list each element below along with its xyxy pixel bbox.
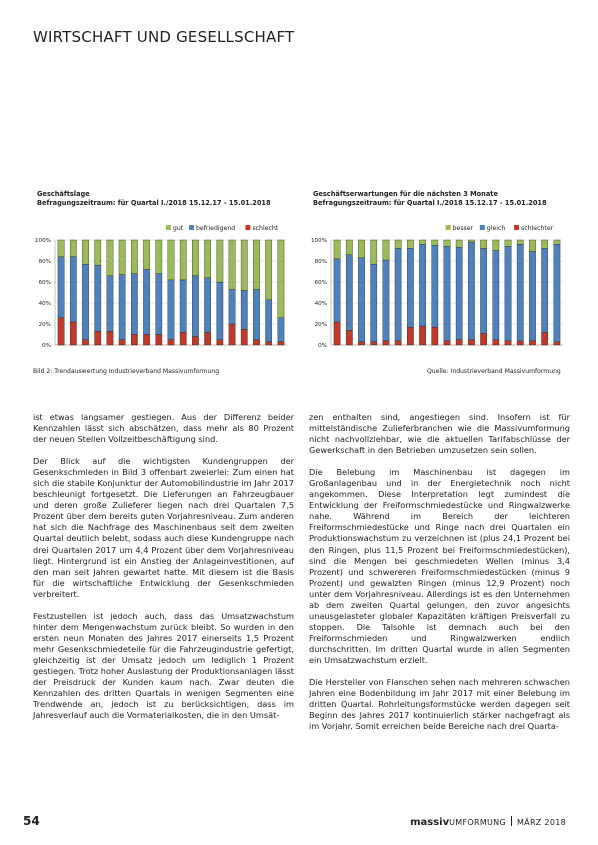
bar-segment-besser: [480, 240, 486, 248]
bar-segment-gut: [58, 240, 64, 257]
legend: [446, 225, 554, 232]
bar-segment-schlechter: [444, 341, 450, 345]
bar-segment-befriedigend: [278, 318, 284, 342]
bar-segment-gut: [107, 240, 113, 276]
y-tick-label: 60%: [314, 280, 327, 286]
bar-segment-besser: [505, 240, 511, 246]
issue-date: MÄRZ 2018: [516, 818, 566, 827]
bar-segment-besser: [444, 240, 450, 246]
chart-title: Geschäftslage: [37, 190, 90, 198]
bar-segment-gleich: [505, 246, 511, 340]
bar-segment-gut: [266, 240, 272, 300]
bar-segment-gleich: [456, 247, 462, 339]
bar-segment-befriedigend: [95, 265, 101, 331]
bar-segment-befriedigend: [168, 280, 174, 340]
y-tick-label: 0%: [42, 343, 51, 349]
bar-segment-besser: [395, 240, 401, 248]
bar-segment-schlechter: [505, 341, 511, 345]
bar-segment-besser: [358, 240, 364, 258]
section-title: WIRTSCHAFT UND GESELLSCHAFT: [33, 28, 295, 46]
bar-segment-besser: [407, 240, 413, 248]
bar-segment-gut: [278, 240, 284, 318]
bar-segment-gut: [241, 240, 247, 290]
paragraph: ist etwas langsamer gestiegen. Aus der Differenz beider Kennzahlen lässt sich abschätzen, dass mehr als 80 Prozent der neuen Stellen Vollzeitbeschäftigung sind.: [33, 412, 294, 445]
brand-name-rest: UMFORMUNG: [449, 818, 506, 827]
bar-segment-gleich: [432, 245, 438, 327]
bar-segment-schlecht: [278, 342, 284, 345]
bar-segment-besser: [346, 240, 352, 255]
y-tick-label: 80%: [314, 259, 327, 265]
paragraph: zen enthalten sind, angestiegen sind. Insofern ist für mittelständische Zulieferbranchen wie die Massivumformung nicht nachvollziehbar, wie die aktuellen Tarifabschlüsse der Gewerkschaft in den Betrieben umzusetzen sein sollen.: [309, 412, 570, 456]
bar-segment-gut: [143, 240, 149, 269]
bar-segment-schlechter: [456, 340, 462, 345]
bar-segment-schlecht: [229, 324, 235, 345]
bar-segment-schlecht: [156, 335, 162, 346]
legend: [166, 225, 279, 232]
legend-label: gleich: [486, 225, 506, 232]
bar-segment-befriedigend: [107, 276, 113, 332]
legend-label: besser: [452, 225, 474, 232]
brand-name-bold: massiv: [410, 817, 450, 828]
y-tick-label: 40%: [314, 301, 327, 307]
bar-segment-gleich: [480, 248, 486, 333]
bar-segment-gut: [192, 240, 198, 276]
bar-segment-schlecht: [131, 335, 137, 346]
bar-segment-schlecht: [204, 332, 210, 345]
bar-segment-schlechter: [542, 332, 548, 345]
chart-geschaeftserwartungen: [309, 188, 569, 358]
bar-segment-schlecht: [241, 329, 247, 345]
bar-segment-gleich: [371, 264, 377, 342]
bar-segment-besser: [554, 240, 560, 244]
legend-label: schlecht: [252, 225, 279, 232]
bar-segment-befriedigend: [204, 278, 210, 333]
bar-segment-schlecht: [58, 318, 64, 345]
footer-brand: [410, 816, 566, 828]
bar-segment-befriedigend: [82, 264, 88, 340]
bar-segment-besser: [529, 240, 535, 252]
bar-segment-befriedigend: [241, 290, 247, 329]
bar-segment-besser: [383, 240, 389, 260]
bar-segment-gleich: [358, 258, 364, 342]
bar-segment-schlechter: [517, 341, 523, 345]
bar-segment-gut: [70, 240, 76, 257]
bar-segment-schlecht: [95, 331, 101, 345]
bar-segment-besser: [517, 240, 523, 244]
bar-segment-schlecht: [217, 340, 223, 345]
legend-swatch: [166, 225, 171, 230]
bar-segment-gut: [82, 240, 88, 264]
bar-segment-schlechter: [432, 327, 438, 345]
bar-segment-befriedigend: [192, 276, 198, 337]
bar-segment-gleich: [395, 248, 401, 340]
y-tick-label: 80%: [38, 259, 51, 265]
text-column-right: [309, 412, 570, 743]
bar-segment-besser: [419, 240, 425, 244]
chart-subtitle: Befragungszeitraum: für Quartal I./2018 15.12.17 - 15.01.2018: [313, 199, 547, 207]
bar-segment-gleich: [529, 252, 535, 341]
bar-segment-befriedigend: [143, 269, 149, 334]
bar-segment-gleich: [493, 251, 499, 340]
bar-segment-schlechter: [493, 340, 499, 345]
bar-segment-gleich: [554, 244, 560, 342]
bar-segment-befriedigend: [70, 257, 76, 322]
y-tick-label: 20%: [314, 322, 327, 328]
page-number: 54: [23, 814, 40, 828]
y-tick-label: 60%: [38, 280, 51, 286]
bar-segment-besser: [468, 240, 474, 242]
bar-segment-befriedigend: [119, 275, 125, 340]
bar-segment-gut: [217, 240, 223, 282]
bar-segment-befriedigend: [156, 274, 162, 335]
y-tick-label: 100%: [35, 238, 51, 244]
bar-segment-schlecht: [266, 342, 272, 345]
bar-segment-gut: [204, 240, 210, 278]
bar-segment-gut: [229, 240, 235, 289]
bar-segment-gut: [95, 240, 101, 265]
bar-segment-schlechter: [468, 340, 474, 345]
bar-segment-schlechter: [419, 326, 425, 345]
chart-title: Geschäftserwartungen für die nächsten 3 Monate: [313, 190, 498, 198]
paragraph: Der Blick auf die wichtigsten Kundengruppen der Gesenkschmieden in Bild 3 offenbart zweierlei: Zum einen hat sich die stabile Konjunktur der Automobilindustrie im Jahr 2017 beschleunigt fortgesetzt. Die Lieferungen an Fahrzeugbauer und deren große Zulieferer liegen nach drei Quartalen 7,5 Prozent über dem bereits guten Vorjahresniveau. Zum anderen hat sich die Nachfrage des Maschinenbaus seit dem zweiten Quartal deutlich belebt, sodass auch diese Kundengruppe nach drei Quartalen 2017 um 4,4 Prozent über dem Vorjahresniveau liegt. Hintergrund ist ein Anstieg der Anlageinvestitionen, auf den man seit Jahren gewartet hatte. Mit diesem ist die Basis für die wirtschaftliche Entwicklung der Gesenkschmieden verbreitert.: [33, 456, 294, 599]
bar-segment-befriedigend: [229, 289, 235, 324]
bar-segment-befriedigend: [266, 300, 272, 342]
bar-segment-schlechter: [554, 342, 560, 345]
bar-segment-schlecht: [168, 340, 174, 345]
bar-segment-gleich: [542, 248, 548, 332]
bar-segment-schlechter: [346, 330, 352, 345]
bar-segment-gleich: [334, 259, 340, 322]
bar-segment-schlechter: [529, 341, 535, 345]
bar-segment-schlecht: [119, 340, 125, 345]
bar-segment-besser: [542, 240, 548, 248]
bar-segment-befriedigend: [180, 280, 186, 333]
bar-segment-gut: [156, 240, 162, 274]
bar-segment-befriedigend: [58, 257, 64, 318]
bar-segment-gut: [168, 240, 174, 280]
bar-segment-schlecht: [143, 335, 149, 346]
paragraph: Die Belebung im Maschinenbau ist dagegen im Großanlagenbau und in der Energietechnik noch nicht angekommen. Diese Interpretation legt zumindest die Entwicklung der Freiformschmiedestücke und Ringwalzwerke nahe. Während im Bereich der leichteren Freiformschmiedestücke und Ringe nach drei Quartalen ein Produktionswachstum zu verzeichnen ist (plus 24,1 Prozent bei den Ringen, plus 11,5 Prozent bei Freiformschmiedestücken), sind die Mengen bei geschmiedeten Wellen (minus 3,4 Prozent) und schwereren Freiformschmiedestücken (minus 9 Prozent) und gewalzten Ringen (minus 12,9 Prozent) noch unter dem Vorjahresniveau. Allerdings ist es den Unternehmen ab dem zweiten Quartal gelungen, den zuvor angesichts unausgelasteter globaler Kapazitäten kräftigen Preisverfall zu stoppen. Die Talsohle ist demnach auch bei den Freiformschmieden und Ringwalzwerken endlich durchschritten. Im dritten Quartal wurde in allen Segmenten ein Umsatzwachstum erzielt.: [309, 467, 570, 665]
bar-segment-gleich: [444, 246, 450, 340]
bar-segment-besser: [493, 240, 499, 251]
bar-segment-besser: [334, 240, 340, 259]
bar-segment-gut: [119, 240, 125, 275]
bar-segment-schlechter: [334, 322, 340, 345]
text-column-left: [33, 412, 294, 732]
paragraph: Festzustellen ist jedoch auch, dass das Umsatzwachstum hinter dem Mengenwachstum zurück bleibt. So wurden in den ersten neun Monaten des Jahres 2017 einerseits 1,5 Prozent mehr Gesenkschmiedeteile für die Fahrzeugindustrie gefertigt, gleichzeitig ist der Umsatz jedoch um lediglich 1 Prozent gestiegen. Trotz hoher Auslastung der Produktionsanlagen lässt der Preisdruck der Kunden kaum nach. Zwar deuten die Kennzahlen des dritten Quartals in wenigen Segmenten eine Trendwende an, jedoch ist zu berücksichtigen, dass im Jahresverlauf auch die Vormaterialkosten, die in den Umsät-: [33, 610, 294, 721]
legend-swatch: [480, 225, 485, 230]
bar-segment-gleich: [407, 248, 413, 327]
chart-subtitle: Befragungszeitraum: für Quartal I./2018 15.12.17 - 15.01.2018: [37, 199, 271, 207]
y-tick-label: 100%: [311, 238, 327, 244]
legend-swatch: [189, 225, 194, 230]
y-tick-label: 20%: [38, 322, 51, 328]
bar-segment-gut: [131, 240, 137, 274]
legend-label: schlechter: [521, 225, 554, 232]
bar-segment-schlecht: [192, 337, 198, 345]
legend-swatch: [446, 225, 451, 230]
y-tick-label: 40%: [38, 301, 51, 307]
legend-swatch: [514, 225, 519, 230]
bar-segment-schlechter: [480, 333, 486, 345]
bar-segment-befriedigend: [253, 289, 259, 339]
y-tick-label: 0%: [318, 343, 327, 349]
legend-label: befriedigend: [196, 225, 236, 232]
bar-segment-schlecht: [70, 322, 76, 345]
bar-segment-schlechter: [407, 327, 413, 345]
footer-separator: [511, 816, 512, 826]
bar-segment-befriedigend: [131, 274, 137, 335]
chart-geschaeftslage: [33, 188, 293, 358]
bar-segment-besser: [456, 240, 462, 247]
bar-segment-gut: [180, 240, 186, 280]
bar-segment-schlechter: [358, 342, 364, 345]
bar-segment-besser: [371, 240, 377, 264]
chart-plot: [33, 216, 293, 354]
paragraph: Die Hersteller von Flanschen sehen nach mehreren schwachen Jahren eine Bodenbildung im Jahr 2017 mit einer Belebung im dritten Quartal. Rohrleitungsformstücke werden dagegen seit Beginn des Jahres 2017 kontinuierlich stärker nachgefragt als im Vorjahr. Somit erreichen beide Bereiche nach drei Quarta-: [309, 677, 570, 732]
bar-segment-schlechter: [395, 341, 401, 345]
bar-segment-gleich: [419, 244, 425, 326]
figure-caption: Bild 2: Trendauswertung Industrieverband Massivumformung: [33, 368, 220, 375]
bar-segment-gleich: [468, 242, 474, 340]
bar-segment-schlechter: [371, 342, 377, 345]
figure-source: Quelle: Industrieverband Massivumformung: [427, 368, 561, 375]
legend-label: gut: [172, 225, 184, 232]
legend-swatch: [245, 225, 250, 230]
bar-segment-schlecht: [253, 340, 259, 345]
bar-segment-gleich: [383, 260, 389, 341]
chart-plot: [309, 216, 569, 354]
bar-segment-schlechter: [383, 341, 389, 345]
bar-segment-gut: [253, 240, 259, 289]
bar-segment-besser: [432, 240, 438, 245]
bar-segment-gleich: [346, 255, 352, 331]
bar-segment-befriedigend: [217, 282, 223, 340]
bar-segment-gleich: [517, 244, 523, 341]
bar-segment-schlecht: [82, 340, 88, 345]
bar-segment-schlecht: [180, 332, 186, 345]
bar-segment-schlecht: [107, 331, 113, 345]
